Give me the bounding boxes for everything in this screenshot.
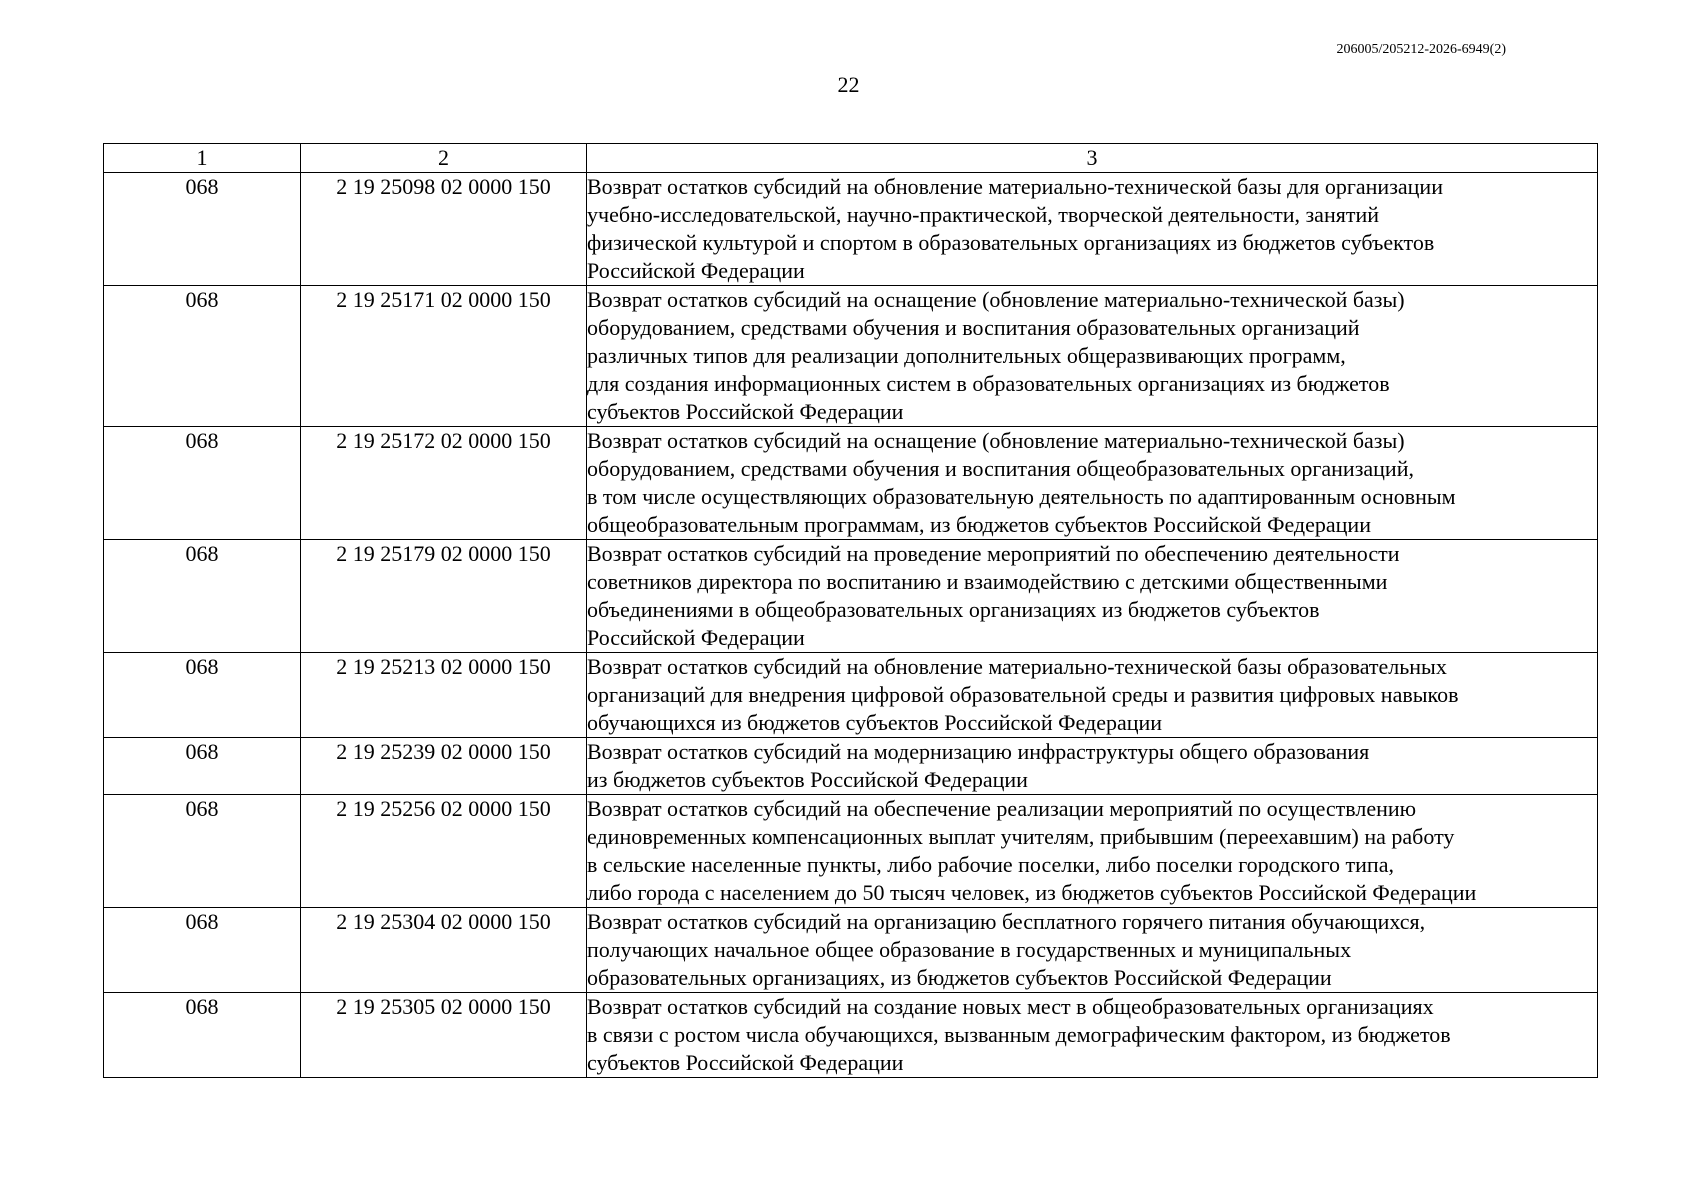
income-code-cell: 2 19 25304 02 0000 150 bbox=[301, 908, 587, 993]
column-number-2: 2 bbox=[301, 144, 587, 173]
income-code-cell: 2 19 25171 02 0000 150 bbox=[301, 286, 587, 427]
description-cell bbox=[587, 173, 1598, 286]
budget-classification-table bbox=[103, 143, 1598, 1078]
description-line: субъектов Российской Федерации bbox=[587, 1050, 904, 1075]
description-line: учебно-исследовательской, научно-практической, творческой деятельности, занятий bbox=[587, 202, 1379, 227]
page-number: 22 bbox=[837, 72, 860, 97]
column-number-3: 3 bbox=[587, 144, 1598, 173]
description-cell bbox=[587, 286, 1598, 427]
income-code-cell: 2 19 25098 02 0000 150 bbox=[301, 173, 587, 286]
description-line: для создания информационных систем в образовательных организациях из бюджетов bbox=[587, 371, 1390, 396]
table-body bbox=[104, 173, 1598, 1078]
table-row bbox=[104, 795, 1598, 908]
admin-code-cell: 068 bbox=[104, 653, 301, 738]
description-line: Возврат остатков субсидий на обеспечение реализации мероприятий по осуществлению bbox=[587, 796, 1417, 821]
income-code-cell: 2 19 25256 02 0000 150 bbox=[301, 795, 587, 908]
description-line: оборудованием, средствами обучения и воспитания общеобразовательных организаций, bbox=[587, 456, 1414, 481]
column-number-1: 1 bbox=[104, 144, 301, 173]
description-line: Возврат остатков субсидий на создание новых мест в общеобразовательных организациях bbox=[587, 994, 1434, 1019]
description-line: общеобразовательным программам, из бюджетов субъектов Российской Федерации bbox=[587, 512, 1371, 537]
description-line: Возврат остатков субсидий на модернизацию инфраструктуры общего образования bbox=[587, 739, 1370, 764]
table-row bbox=[104, 653, 1598, 738]
description-cell bbox=[587, 795, 1598, 908]
table-row bbox=[104, 540, 1598, 653]
admin-code-cell: 068 bbox=[104, 427, 301, 540]
table-row bbox=[104, 427, 1598, 540]
description-cell bbox=[587, 540, 1598, 653]
description-line: различных типов для реализации дополнительных общеразвивающих программ, bbox=[587, 343, 1346, 368]
description-line: образовательных организациях, из бюджетов субъектов Российской Федерации bbox=[587, 965, 1332, 990]
admin-code-cell: 068 bbox=[104, 993, 301, 1078]
description-line: физической культурой и спортом в образовательных организациях из бюджетов субъектов bbox=[587, 230, 1435, 255]
description-line: в сельские населенные пункты, либо рабочие поселки, либо поселки городского типа, bbox=[587, 852, 1394, 877]
admin-code-cell: 068 bbox=[104, 173, 301, 286]
description-line: Российской Федерации bbox=[587, 258, 805, 283]
income-code-cell: 2 19 25305 02 0000 150 bbox=[301, 993, 587, 1078]
description-line: Возврат остатков субсидий на оснащение (обновление материально-технической базы) bbox=[587, 287, 1405, 312]
table-row bbox=[104, 993, 1598, 1078]
description-cell bbox=[587, 653, 1598, 738]
description-line: объединениями в общеобразовательных организациях из бюджетов субъектов bbox=[587, 597, 1320, 622]
description-cell bbox=[587, 908, 1598, 993]
description-cell bbox=[587, 738, 1598, 795]
admin-code-cell: 068 bbox=[104, 908, 301, 993]
admin-code-cell: 068 bbox=[104, 795, 301, 908]
income-code-cell: 2 19 25179 02 0000 150 bbox=[301, 540, 587, 653]
description-cell bbox=[587, 993, 1598, 1078]
description-line: Возврат остатков субсидий на оснащение (обновление материально-технической базы) bbox=[587, 428, 1405, 453]
table-row bbox=[104, 286, 1598, 427]
table-row bbox=[104, 173, 1598, 286]
description-line: Российской Федерации bbox=[587, 625, 805, 650]
description-line: Возврат остатков субсидий на проведение мероприятий по обеспечению деятельности bbox=[587, 541, 1400, 566]
table-row bbox=[104, 908, 1598, 993]
income-code-cell: 2 19 25239 02 0000 150 bbox=[301, 738, 587, 795]
description-line: получающих начальное общее образование в государственных и муниципальных bbox=[587, 937, 1352, 962]
description-line: субъектов Российской Федерации bbox=[587, 399, 904, 424]
description-line: либо города с населением до 50 тысяч человек, из бюджетов субъектов Российской Федерации bbox=[587, 880, 1477, 905]
description-line: Возврат остатков субсидий на обновление материально-технической базы для организации bbox=[587, 174, 1443, 199]
description-line: Возврат остатков субсидий на организацию бесплатного горячего питания обучающихся, bbox=[587, 909, 1426, 934]
income-code-cell: 2 19 25172 02 0000 150 bbox=[301, 427, 587, 540]
description-line: в связи с ростом числа обучающихся, вызванным демографическим фактором, из бюджетов bbox=[587, 1022, 1451, 1047]
description-line: оборудованием, средствами обучения и воспитания образовательных организаций bbox=[587, 315, 1360, 340]
description-line: в том числе осуществляющих образовательную деятельность по адаптированным основным bbox=[587, 484, 1456, 509]
column-number-row bbox=[104, 144, 1598, 173]
description-line: единовременных компенсационных выплат учителям, прибывшим (переехавшим) на работу bbox=[587, 824, 1455, 849]
income-code-cell: 2 19 25213 02 0000 150 bbox=[301, 653, 587, 738]
description-line: обучающихся из бюджетов субъектов Российской Федерации bbox=[587, 710, 1163, 735]
admin-code-cell: 068 bbox=[104, 286, 301, 427]
description-line: из бюджетов субъектов Российской Федерации bbox=[587, 767, 1028, 792]
description-line: Возврат остатков субсидий на обновление материально-технической базы образовательных bbox=[587, 654, 1447, 679]
description-cell bbox=[587, 427, 1598, 540]
description-line: советников директора по воспитанию и взаимодействию с детскими общественными bbox=[587, 569, 1388, 594]
document-id: 206005/205212-2026-6949(2) bbox=[1336, 42, 1506, 57]
table-row bbox=[104, 738, 1598, 795]
description-line: организаций для внедрения цифровой образовательной среды и развития цифровых навыков bbox=[587, 682, 1459, 707]
admin-code-cell: 068 bbox=[104, 540, 301, 653]
admin-code-cell: 068 bbox=[104, 738, 301, 795]
